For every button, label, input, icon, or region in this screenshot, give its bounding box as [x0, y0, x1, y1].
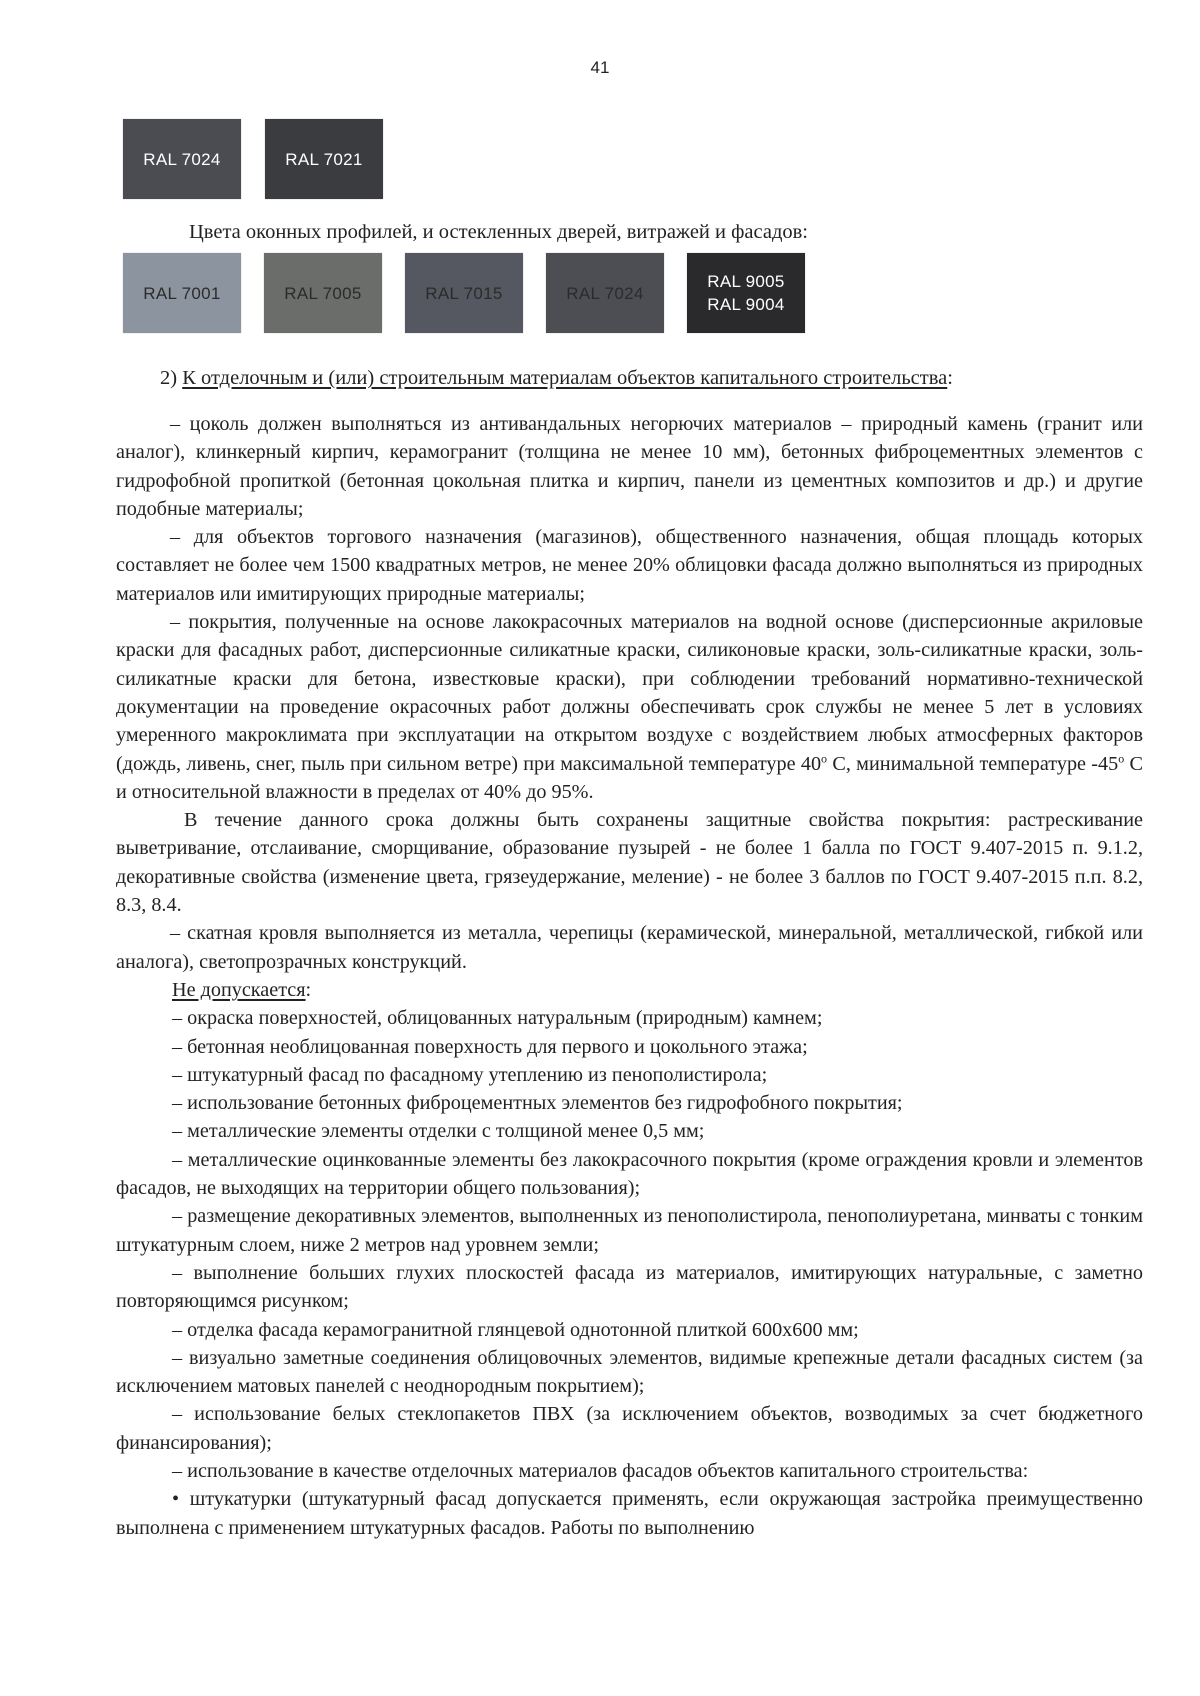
color-swatch — [405, 253, 523, 333]
color-swatch — [264, 253, 382, 333]
list-item: – выполнение больших глухих плоскостей фасада из материалов, имитирующих натуральные, с заметно повторяющимся рисунком; — [116, 1261, 1143, 1313]
list-item: – штукатурный фасад по фасадному утеплению из пенополистирола; — [172, 1063, 768, 1086]
paragraph: – для объектов торгового назначения (магазинов), общественного назначения, общая площадь которых составляет не более чем 1500 квадратных метров, не менее 20% облицовки фасада должно выполняться из природных материалов или имитирующих природные материалы; — [116, 526, 1143, 605]
list-item: – использование бетонных фиброцементных элементов без гидрофобного покрытия; — [172, 1092, 903, 1115]
not-allowed-label-text: Не допускается — [172, 978, 306, 1001]
swatch-label: RAL 7001 — [143, 283, 221, 303]
color-swatch — [123, 253, 241, 333]
degree-superscript: о — [821, 750, 828, 765]
list-item: – визуально заметные соединения облицовочных элементов, видимые крепежные детали фасадных систем (за исключением матовых панелей с неоднородным покрытием); — [116, 1346, 1143, 1398]
color-swatch — [265, 119, 383, 199]
swatch-row-bottom — [123, 253, 805, 333]
paragraph-text: С и относительной влажности в пределах от 40% до 95%. — [116, 752, 1144, 803]
swatch-label: RAL 7024 — [566, 283, 644, 303]
not-allowed-label-colon: : — [305, 978, 312, 1001]
list-item: – металлические элементы отделки с толщиной менее 0,5 мм; — [172, 1120, 705, 1143]
swatch-label: RAL 7015 — [425, 283, 503, 303]
color-caption: Цвета оконных профилей, и остекленных дверей, витражей и фасадов: — [189, 221, 809, 243]
list-item: – отделка фасада керамогранитной глянцевой однотонной плиткой 600x600 мм; — [172, 1318, 859, 1341]
not-allowed-label — [116, 976, 1143, 1004]
section-heading-suffix: : — [947, 367, 953, 389]
bullet-item: • штукатурки (штукатурный фасад допускается применять, если окружающая застройка преимущественно выполнена с применением штукатурных фасадов. Работы по выполнению — [116, 1488, 1143, 1539]
page-number: 41 — [590, 58, 610, 77]
swatch-label: RAL 7024 — [143, 149, 221, 169]
list-item: – окраска поверхностей, облицованных натуральным (природным) камнем; — [172, 1007, 823, 1030]
section-heading — [160, 367, 953, 390]
list-item: – использование в качестве отделочных материалов фасадов объектов капитального строительства: — [172, 1459, 1029, 1482]
color-swatch — [123, 119, 241, 199]
swatch-label: RAL 7021 — [285, 149, 363, 169]
list-item: – использование белых стеклопакетов ПВХ (за исключением объектов, возводимых за счет бюджетного финансирования); — [116, 1403, 1143, 1454]
section-heading-prefix: 2) — [160, 367, 183, 389]
paragraph-text: С, минимальной температуре -45 — [827, 752, 1119, 775]
swatch-label: RAL 9004 — [707, 295, 785, 314]
list-item: – размещение декоративных элементов, выполненных из пенополистирола, пенополиуретана, минваты с тонким штукатурным слоем, ниже 2 метров над уровнем земли; — [116, 1205, 1143, 1256]
paragraph: – цоколь должен выполняться из антивандальных негорючих материалов – природный камень (гранит или аналог), клинкерный кирпич, керамогранит (толщина не менее 10 мм), бетонных фиброцементных элементов с гидрофобной пропиткой (бетонная цокольная плитка и кирпич, панели из цементных композитов и др.) и другие подобные материалы; — [116, 413, 1143, 520]
paragraph: В течение данного срока должны быть сохранены защитные свойства покрытия: растрескивание выветривание, отслаивание, сморщивание, образование пузырей - не более 1 балла по ГОСТ 9.407-2015 п. 9.1.2, декоративные свойства (изменение цвета, грязеудержание, меление) - не более 3 баллов по ГОСТ 9.407-2015 п.п. 8.2, 8.3, 8.4. — [116, 809, 1143, 917]
list-item: – бетонная необлицованная поверхность для первого и цокольного этажа; — [172, 1035, 808, 1058]
document-body — [116, 410, 1143, 1542]
swatch-row-top — [123, 119, 383, 199]
paragraph: – скатная кровля выполняется из металла, черепицы (керамической, минеральной, металлической, гибкой или аналога), светопрозрачных конструкций. — [116, 922, 1143, 973]
color-swatch — [687, 253, 805, 333]
swatch-label: RAL 7005 — [284, 283, 362, 303]
paragraph — [116, 608, 1143, 806]
color-swatch — [546, 253, 664, 333]
swatch-label: RAL 9005 — [707, 272, 785, 291]
list-item: – металлические оцинкованные элементы без лакокрасочного покрытия (кроме ограждения кровли и элементов фасадов, не выходящих на территории общего пользования); — [116, 1148, 1143, 1200]
paragraph-text: – покрытия, полученные на основе лакокрасочных материалов на водной основе (дисперсионные акриловые краски для фасадных работ, дисперсионные силикатные краски, силиконовые краски, золь-силикатные краски, золь-силикатные краски для бетона, известковые краски), при соблюдении требований нормативно-технической документации на проведение окрасочных работ должны обеспечивать срок службы не менее 5 лет в условиях умеренного макроклимата при эксплуатации на открытом воздухе с воздействием любых атмосферных факторов (дождь, ливень, снег, пыль при сильном ветре) при максимальной температуре 40 — [116, 611, 1143, 775]
section-heading-text: К отделочным и (или) строительным материалам объектов капитального строительства — [182, 367, 948, 389]
degree-superscript: о — [1118, 750, 1125, 765]
